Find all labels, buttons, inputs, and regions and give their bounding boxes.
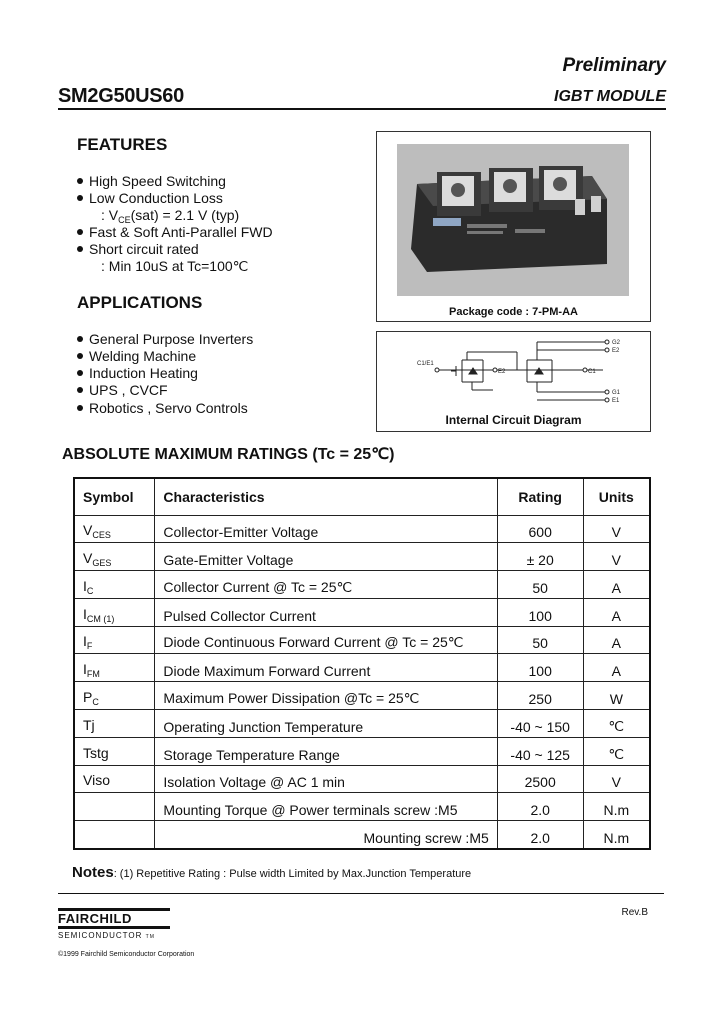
application-item: UPS , CVCF	[77, 382, 168, 399]
notes-label: Notes	[72, 864, 114, 881]
feature-item: Short circuit rated	[77, 241, 199, 258]
logo-brand: FAIRCHILD	[58, 911, 132, 926]
table-row: $V_{GES}$ Gate-Emitter Voltage ± 20 V	[74, 543, 650, 571]
table-row: $P_C$ Maximum Power Dissipation @Tc = 25℃ 250 W	[74, 682, 650, 710]
pin-g2: G2	[612, 340, 621, 346]
pin-c1: C1	[588, 369, 596, 375]
table-row: $I_{CM (1)}$ Pulsed Collector Current 100 A	[74, 598, 650, 626]
module-type: IGBT MODULE	[554, 88, 666, 105]
internal-circuit-diagram	[377, 332, 650, 412]
application-item: Induction Heating	[77, 365, 198, 382]
table-row: Mounting Torque @ Power terminals screw :M5 2.0 N.m	[74, 793, 650, 821]
fairchild-logo	[58, 908, 170, 940]
features-title: FEATURES	[77, 135, 168, 154]
pin-c1e1: C1/E1	[417, 361, 434, 367]
feature-item: Fast & Soft Anti-Parallel FWD	[77, 224, 273, 241]
pin-e2: E2	[498, 369, 506, 375]
notes	[72, 864, 471, 882]
preliminary-label: Preliminary	[562, 55, 666, 76]
ratings-title: ABSOLUTE MAXIMUM RATINGS (Tc = 25℃)	[62, 446, 395, 463]
feature-subitem: : Min 10uS at Tc=100℃	[101, 258, 249, 274]
footer-rule	[58, 893, 664, 894]
circuit-diagram-label: Internal Circuit Diagram	[445, 413, 582, 427]
package-code: Package code : 7-PM-AA	[449, 306, 578, 318]
ratings-header-row	[74, 478, 650, 515]
table-row: $V_{CES}$ Collector-Emitter Voltage 600 V	[74, 515, 650, 543]
header-rating: Rating	[497, 478, 583, 515]
table-row: Tstg Storage Temperature Range -40 ~ 125 ℃	[74, 737, 650, 765]
header-rule	[58, 108, 666, 110]
igbt-module-illustration	[397, 144, 629, 296]
table-row: Tj Operating Junction Temperature -40 ~ 150 ℃	[74, 710, 650, 738]
pin-g1: G1	[612, 390, 621, 396]
feature-subitem: : $V_{CE}(sat) = 2.1$ V (typ)	[101, 207, 240, 225]
revision: Rev.B	[621, 907, 648, 918]
feature-item: High Speed Switching	[77, 173, 226, 190]
header-units: Units	[583, 478, 650, 515]
notes-text: : (1) Repetitive Rating : Pulse width Limited by Max.Junction Temperature	[113, 868, 472, 880]
table-row: Viso Isolation Voltage @ AC 1 min 2500 V	[74, 765, 650, 793]
header-symbol: Symbol	[74, 478, 155, 515]
part-number: SM2G50US60	[58, 85, 184, 107]
package-photo	[397, 144, 629, 296]
table-row: Mounting screw :M5 2.0 N.m	[74, 821, 650, 849]
application-item: General Purpose Inverters	[77, 331, 253, 348]
table-row: $I_F$ Diode Continuous Forward Current @ Tc = 25℃ 50 A	[74, 626, 650, 654]
logo-semiconductor: SEMICONDUCTOR TM	[58, 931, 155, 940]
pin-e2b: E2	[612, 348, 620, 354]
application-item: Robotics , Servo Controls	[77, 400, 248, 417]
table-row: $I_{FM}$ Diode Maximum Forward Current 100 A	[74, 654, 650, 682]
applications-title: APPLICATIONS	[77, 293, 203, 312]
pin-e1: E1	[612, 398, 620, 404]
header-characteristics: Characteristics	[155, 478, 497, 515]
copyright: ©1999 Fairchild Semiconductor Corporation	[58, 951, 195, 958]
application-item: Welding Machine	[77, 348, 196, 365]
ratings-table	[73, 477, 651, 850]
table-row: $I_C$ Collector Current @ Tc = 25℃ 50 A	[74, 571, 650, 599]
feature-item: Low Conduction Loss	[77, 190, 223, 207]
